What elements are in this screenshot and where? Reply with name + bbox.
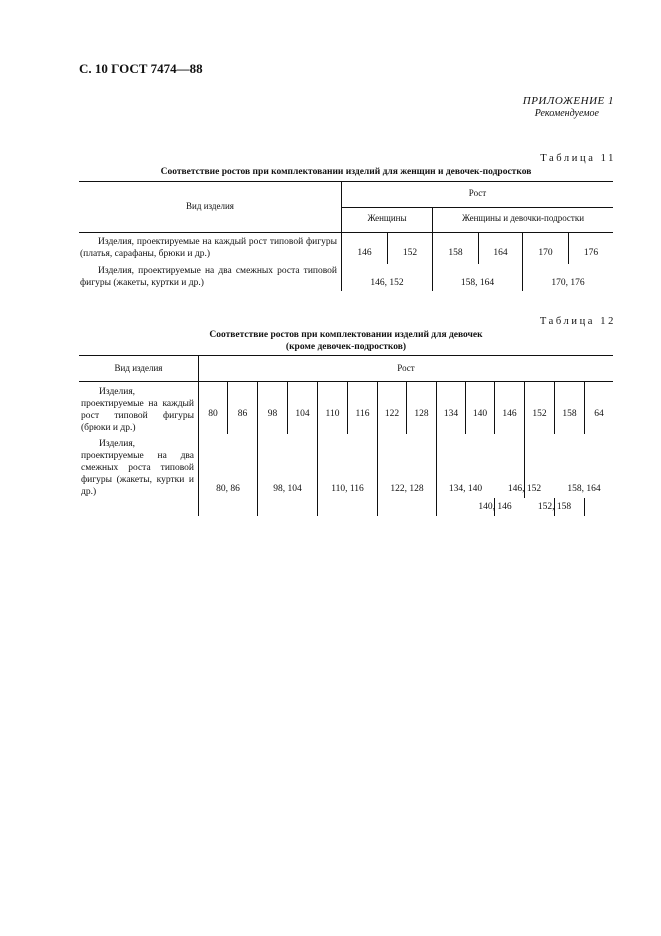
table-cell: 146 xyxy=(502,409,517,419)
table-cell: 158 xyxy=(562,409,577,419)
table-cell: 64 xyxy=(594,409,604,419)
table-cell: 140, 146 xyxy=(478,502,512,512)
table-cell: 152, 158 xyxy=(537,502,572,512)
table-cell: 98, 104 xyxy=(273,484,302,494)
table-cell: 176 xyxy=(583,248,599,258)
table-11-title: Соответствие ростов при комплектовании изделий для женщин и девочек-подростков xyxy=(160,167,532,177)
table-cell: 134, 140 xyxy=(448,484,483,494)
table-11-col-type: Вид изделия xyxy=(186,201,234,211)
table-cell: 128 xyxy=(414,409,429,419)
table-cell: 158, 164 xyxy=(460,278,495,288)
table-12-col-type: Вид изделия xyxy=(114,363,163,373)
table-12-row1-label: Изделия, проектируемые на каждый рост типовой фигуры (брюки и др.) xyxy=(81,387,194,433)
table-cell: 146, 152 xyxy=(370,278,404,288)
table-cell: 164 xyxy=(493,248,508,258)
table-cell: 134 xyxy=(443,409,459,419)
table-cell: 146 xyxy=(357,248,372,258)
table-11-col-height: Рост xyxy=(468,188,487,198)
table-12-number: Таблица 12 xyxy=(539,316,616,327)
appendix-note: Рекомендуемое xyxy=(534,108,599,119)
table-cell: 116 xyxy=(355,409,370,419)
table-cell: 86 xyxy=(237,409,248,419)
table-11-group-women: Женщины xyxy=(367,213,407,223)
table-11-row1-label: Изделия, проектируемые на каждый рост типовой фигуры (платья, сарафаны, брюки и др.) xyxy=(80,237,337,259)
table-cell: 140 xyxy=(472,409,488,419)
page-header: С. 10 ГОСТ 7474—88 xyxy=(79,61,203,76)
table-cell: 110 xyxy=(325,409,340,419)
table-cell: 152 xyxy=(402,248,418,258)
table-cell: 80 xyxy=(208,409,218,419)
table-cell: 152 xyxy=(532,409,547,419)
table-11-number: Таблица 11 xyxy=(540,153,616,164)
table-12-row2-label: Изделия, проектируемые на два смежных роста типовой фигуры (жакеты, куртки и др.) xyxy=(81,439,194,497)
table-12-title-line1: Соответствие ростов при комплектовании изделий для девочек xyxy=(209,330,483,340)
table-cell: 122, 128 xyxy=(390,484,424,494)
appendix-title: ПРИЛОЖЕНИЕ 1 xyxy=(522,95,614,107)
table-cell: 122 xyxy=(384,409,400,419)
table-11-group-women-girls: Женщины и девочки-подростки xyxy=(461,213,585,223)
table-cell: 170 xyxy=(538,248,553,258)
table-cell: 170, 176 xyxy=(551,278,585,288)
table-cell: 80, 86 xyxy=(216,484,240,494)
table-cell: 146, 152 xyxy=(507,484,542,494)
table-cell: 158 xyxy=(448,248,463,258)
table-cell: 110, 116 xyxy=(331,484,364,494)
table-11-row2-label: Изделия, проектируемые на два смежных роста типовой фигуры (жакеты, куртки и др.) xyxy=(80,266,337,288)
table-cell: 158, 164 xyxy=(567,484,601,494)
table-cell: 98 xyxy=(267,409,278,419)
table-12-title-line2: (кроме девочек-подростков) xyxy=(285,342,407,352)
table-cell: 104 xyxy=(295,409,310,419)
table-12-col-height: Рост xyxy=(397,363,415,373)
